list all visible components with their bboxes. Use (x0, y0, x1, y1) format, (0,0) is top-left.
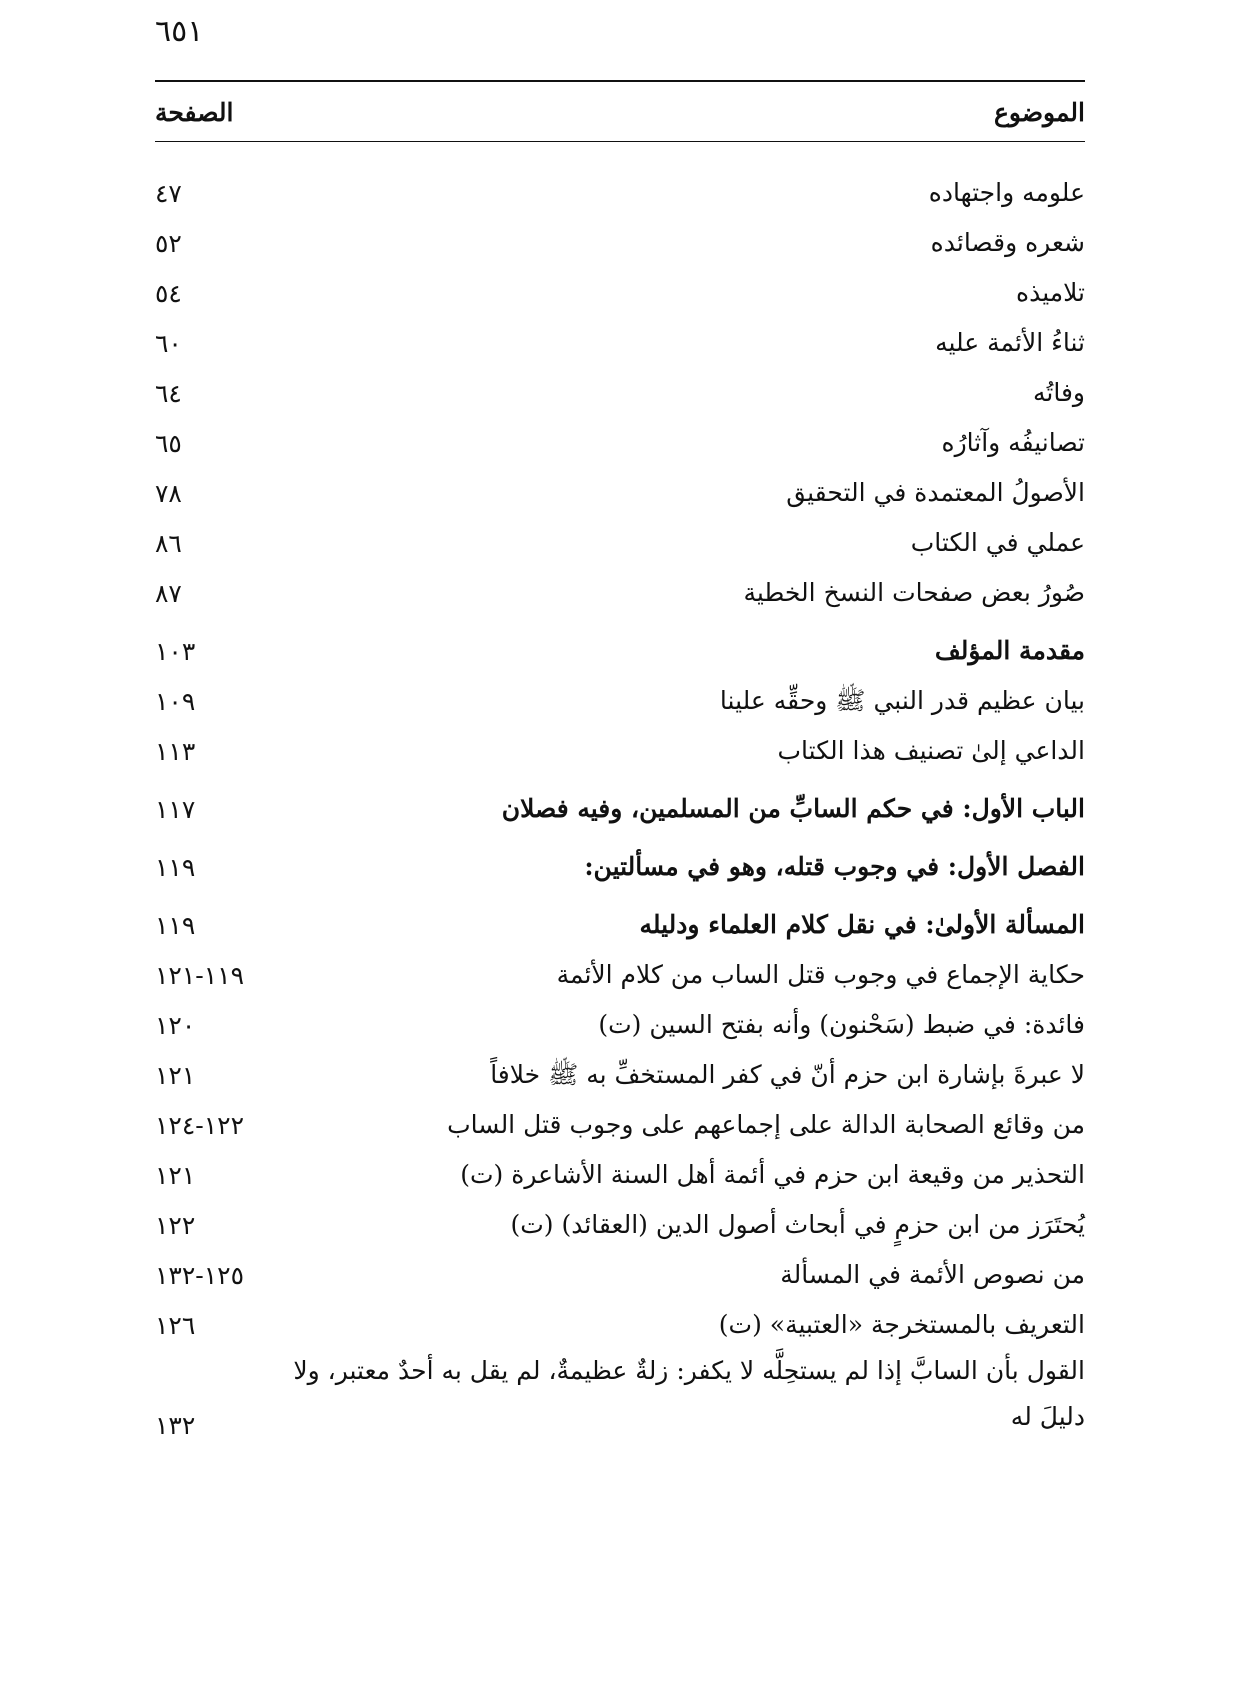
toc-entry-title: الداعي إلىٰ تصنيف هذا الكتاب (777, 736, 1085, 765)
toc-entry (155, 1200, 1085, 1250)
toc-entry (155, 368, 1085, 418)
toc-entry-title: يُحتَرَز من ابن حزمٍ في أبحاث أصول الدين (العقائد) (ت) (510, 1210, 1085, 1239)
toc-entry-page: ١٣٢ (155, 1411, 196, 1440)
toc-entry-page: ١٢١ (155, 1160, 196, 1190)
toc-entry-page: ٦٥ (155, 428, 182, 458)
toc-entry-title: حكاية الإجماع في وجوب قتل الساب من كلام الأئمة (556, 960, 1085, 989)
toc-entry-title: صُورُ بعض صفحات النسخ الخطية (743, 578, 1085, 607)
toc-entry-title: بيان عظيم قدر النبي ﷺ وحقِّه علينا (719, 686, 1085, 715)
toc-entry-title: علومه واجتهاده (928, 178, 1085, 207)
toc-entry-title: لا عبرةَ بإشارة ابن حزم أنّ في كفر المستخفِّ به ﷺ خلافاً (490, 1060, 1085, 1089)
toc-entry-page: ٥٤ (155, 278, 182, 308)
toc-entry (155, 1300, 1085, 1350)
toc-entry-page: ١٠٣ (155, 636, 196, 666)
toc-entry (155, 268, 1085, 318)
toc-entry-title: فائدة: في ضبط (سَحْنون) وأنه بفتح السين (ت) (598, 1010, 1085, 1039)
toc-entry (155, 168, 1085, 218)
toc-entry (155, 318, 1085, 368)
toc-entry (155, 1150, 1085, 1200)
toc-entry (155, 218, 1085, 268)
toc-entry (155, 468, 1085, 518)
toc-entry (155, 1050, 1085, 1100)
toc-entry-title: وفاتُه (1032, 378, 1085, 407)
toc-entry (155, 1350, 1085, 1446)
toc-entry (155, 784, 1085, 834)
toc-entry (155, 626, 1085, 676)
toc-entry-page: ١٢١ (155, 1060, 196, 1090)
toc-entry-title: ثناءُ الأئمة عليه (935, 328, 1085, 357)
toc-entry (155, 568, 1085, 618)
toc-entry-page: ٤٧ (155, 178, 182, 208)
page-column-header: الصفحة (155, 97, 234, 127)
table-header (155, 92, 1085, 132)
toc-entry-title: تلاميذه (1015, 278, 1085, 307)
toc-entry-title: التعريف بالمستخرجة «العتبية» (ت) (718, 1310, 1085, 1339)
toc-entry-page: ١٢٠ (155, 1010, 196, 1040)
toc-entry-page: ٨٦ (155, 528, 182, 558)
toc-entry-page: ١٢٢-١٢٤ (155, 1110, 245, 1140)
toc-entry-page: ١٢٦ (155, 1310, 196, 1340)
toc-entry (155, 1250, 1085, 1300)
toc-entry (155, 1100, 1085, 1150)
toc-entry-page: ١١٣ (155, 736, 196, 766)
toc-entry-page: ٨٧ (155, 578, 182, 608)
toc-entry-title: تصانيفُه وآثارُه (941, 428, 1085, 457)
toc-entry-title: من وقائع الصحابة الدالة على إجماعهم على وجوب قتل الساب (447, 1110, 1085, 1139)
page-number: ٦٥١ (155, 14, 204, 49)
toc-entry-page: ٧٨ (155, 478, 182, 508)
toc-entry (155, 950, 1085, 1000)
toc-entry-title: من نصوص الأئمة في المسألة (780, 1260, 1085, 1289)
toc-entry (155, 676, 1085, 726)
toc-entry-title: القول بأن السابَّ إذا لم يستحِلَّه لا يكفر: زلةٌ عظيمةٌ، لم يقل به أحدٌ معتبر، ولا دليلَ له (293, 1356, 1085, 1431)
toc-entry-page: ١١٩ (155, 910, 196, 940)
toc-entry-title: عملي في الكتاب (910, 528, 1085, 557)
toc-entry-title: مقدمة المؤلف (934, 636, 1085, 665)
toc-entry (155, 518, 1085, 568)
toc-entry-page: ١٢٢ (155, 1210, 196, 1240)
toc-entry (155, 842, 1085, 892)
top-divider (155, 80, 1085, 82)
toc-entry (155, 900, 1085, 950)
toc-entry-page: ٥٢ (155, 228, 182, 258)
toc-list (155, 168, 1085, 1446)
toc-entry-page: ٦٠ (155, 328, 182, 358)
toc-entry (155, 418, 1085, 468)
toc-entry-page: ١١٩ (155, 852, 196, 882)
toc-entry-page: ١٢٥-١٣٢ (155, 1260, 245, 1290)
toc-entry-title: الباب الأول: في حكم السابِّ من المسلمين، وفيه فصلان (501, 794, 1085, 823)
toc-entry (155, 726, 1085, 776)
toc-entry-title: التحذير من وقيعة ابن حزم في أئمة أهل السنة الأشاعرة (ت) (460, 1160, 1085, 1189)
toc-entry-page: ٦٤ (155, 378, 182, 408)
toc-entry-page: ١١٩-١٢١ (155, 960, 245, 990)
toc-entry (155, 1000, 1085, 1050)
header-divider (155, 141, 1085, 142)
toc-entry-page: ١١٧ (155, 794, 196, 824)
toc-entry-title: الأصولُ المعتمدة في التحقيق (786, 478, 1085, 507)
topic-column-header: الموضوع (994, 97, 1085, 127)
toc-entry-title: الفصل الأول: في وجوب قتله، وهو في مسألتين: (584, 852, 1085, 881)
toc-entry-title: شعره وقصائده (930, 228, 1085, 257)
toc-entry-title: المسألة الأولىٰ: في نقل كلام العلماء ودليله (639, 910, 1085, 939)
toc-entry-page: ١٠٩ (155, 686, 196, 716)
